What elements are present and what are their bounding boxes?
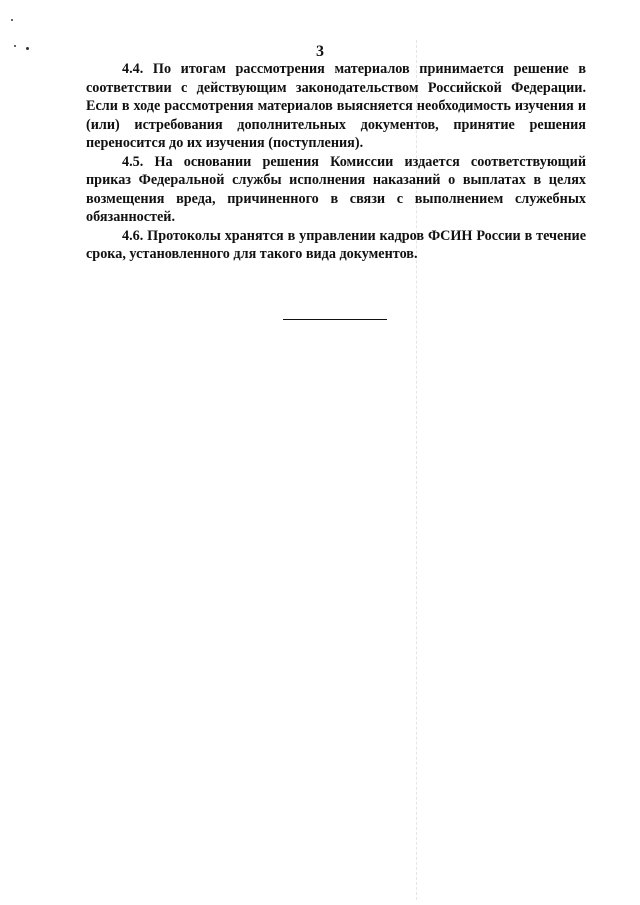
end-separator-line — [283, 319, 387, 320]
paragraph-4-5: 4.5. На основании решения Комиссии издается соответствующий приказ Федеральной службы исполнения наказаний о выплатах в целях возмещения вреда, причиненного в связи с выполнением служебных обязанностей. — [86, 153, 586, 225]
page-number: 3 — [316, 43, 324, 60]
paragraph-4-6: 4.6. Протоколы хранятся в управлении кадров ФСИН России в течение срока, установленного для такого вида документов. — [86, 227, 586, 262]
document-body — [86, 60, 586, 264]
paragraph-4-4: 4.4. По итогам рассмотрения материалов принимается решение в соответствии с действующим законодательством Российской Федерации. Если в ходе рассмотрения материалов выясняется необходимость изучения и (или) истребования дополнительных документов, принятие решения переносится до их изучения (поступления). — [86, 61, 586, 151]
scan-speck — [11, 19, 13, 21]
